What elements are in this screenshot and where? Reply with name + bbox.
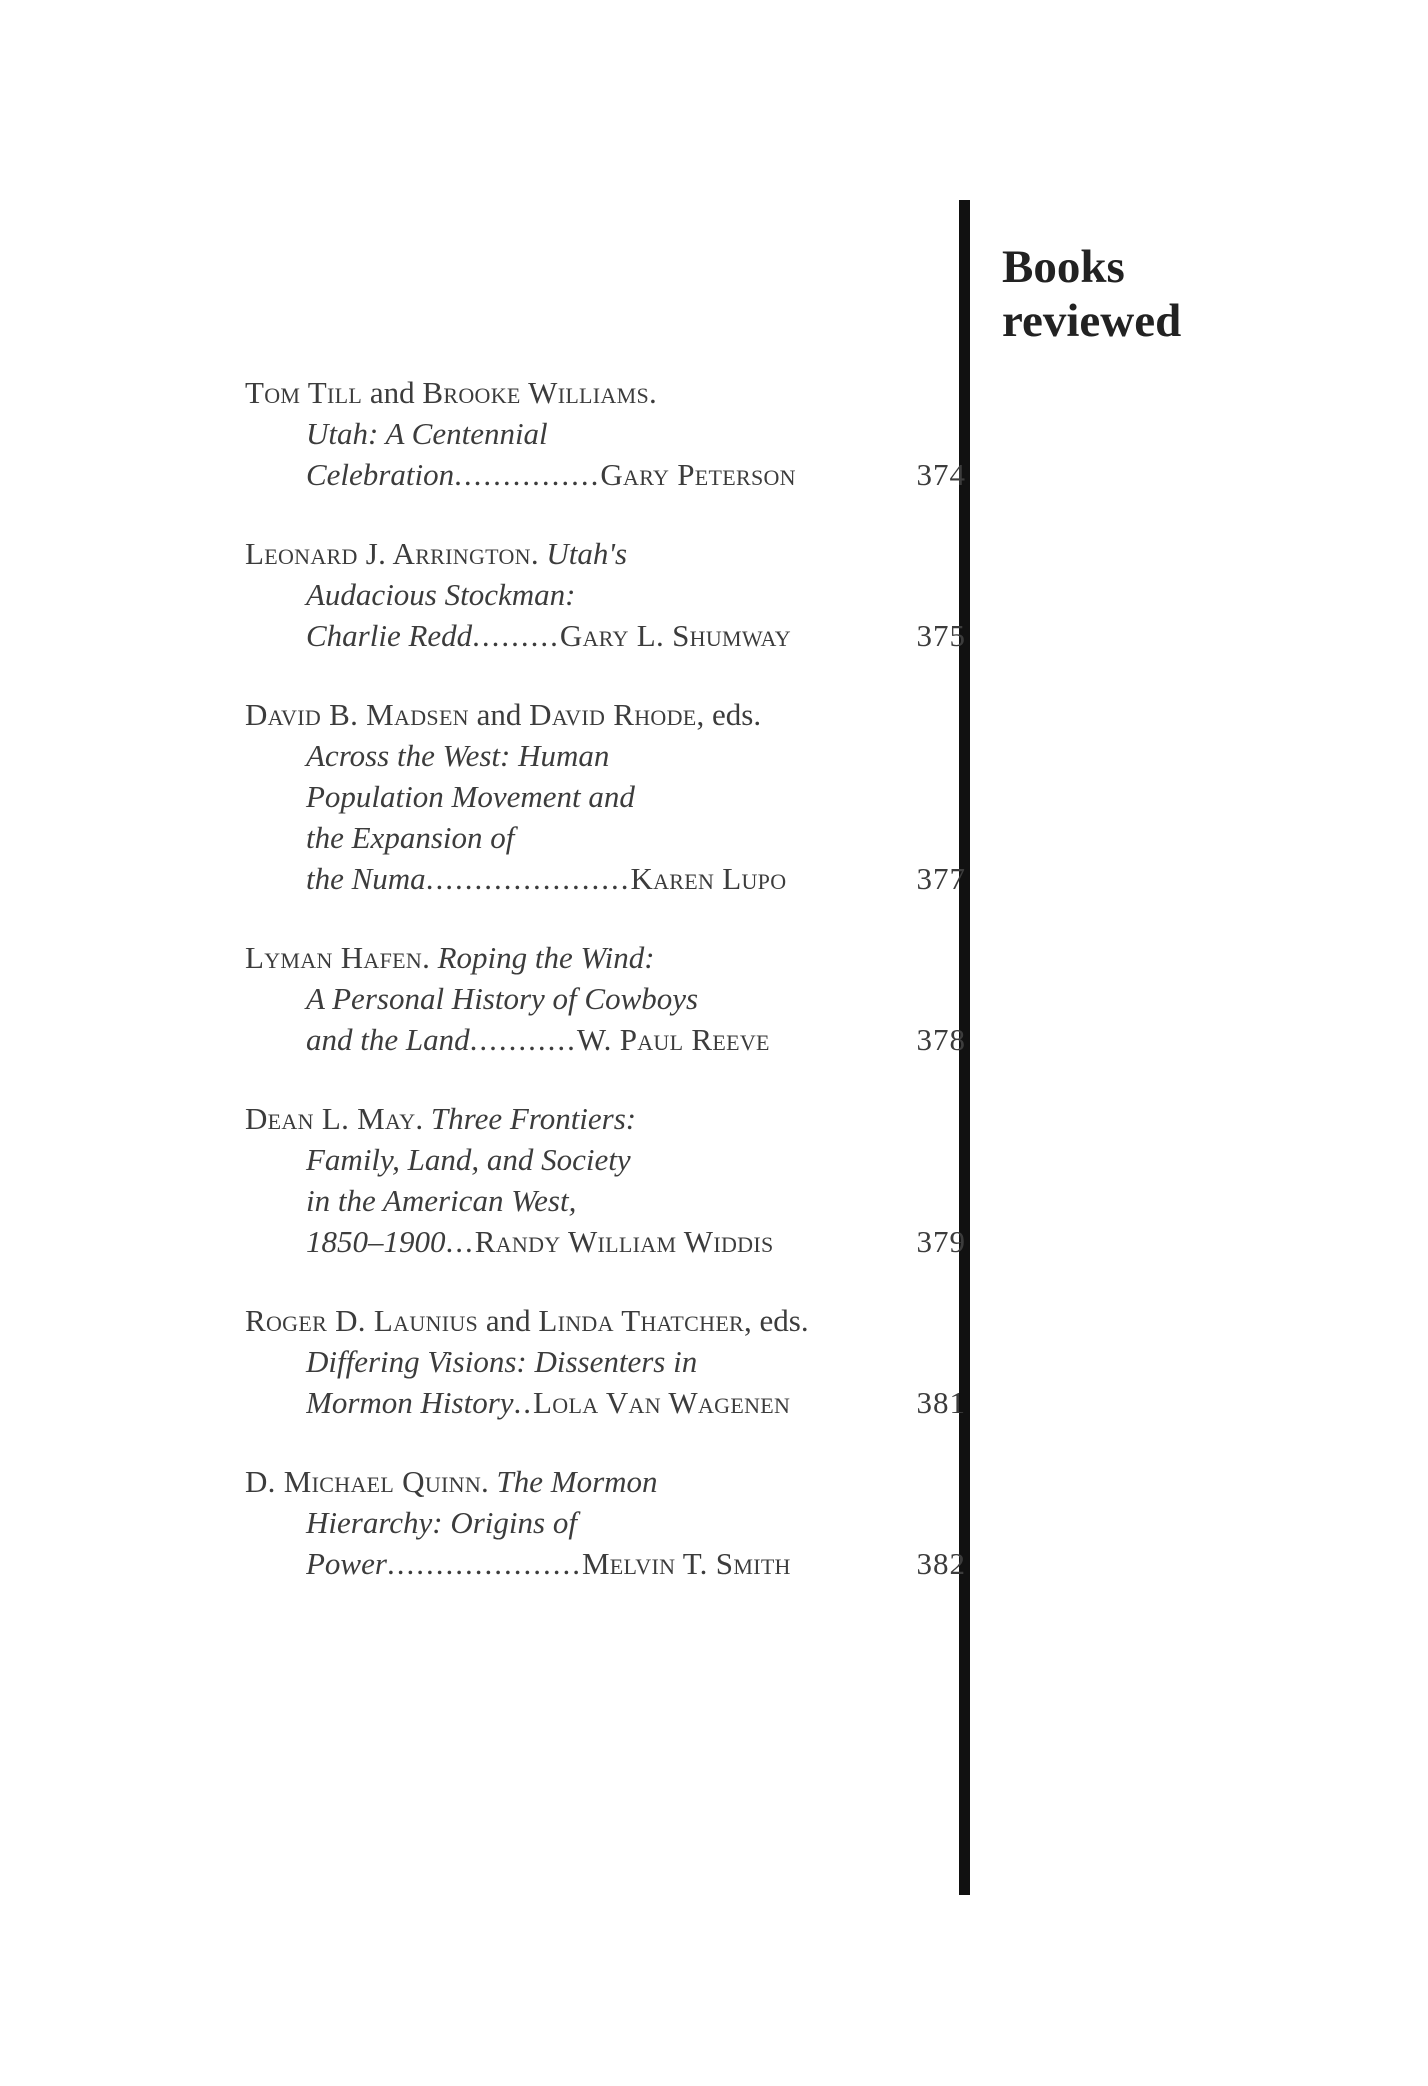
book-title-fragment: Audacious Stockman: — [306, 577, 576, 612]
connector-text: and — [478, 1303, 539, 1338]
book-title-fragment: Three Frontiers: — [430, 1101, 637, 1136]
reviewer-name: W. Paul Reeve — [576, 1022, 770, 1057]
dot-leader: ... — [445, 1224, 475, 1259]
title-and-reviewer — [306, 1382, 882, 1423]
book-title-fragment: the Expansion of — [306, 820, 515, 855]
connector-text: . — [530, 536, 547, 571]
book-title-fragment: Hierarchy: Origins of — [306, 1505, 577, 1540]
title-reviewer-line — [245, 454, 966, 495]
author-name: Brooke Williams — [422, 375, 650, 410]
book-title-line — [245, 1341, 905, 1382]
review-entry — [245, 694, 966, 899]
dot-leader: .. — [513, 1385, 534, 1420]
book-title-fragment: Across the West: Human — [306, 738, 610, 773]
connector-text: . — [422, 940, 438, 975]
author-line — [245, 937, 905, 978]
author-name: David Rhode — [529, 697, 697, 732]
page-number: 375 — [916, 618, 966, 653]
section-heading-line-2: reviewed — [1002, 295, 1182, 347]
book-title-fragment: Roping the Wind: — [437, 940, 655, 975]
connector-text: . — [481, 1464, 497, 1499]
review-entry — [245, 533, 966, 656]
author-name: Dean L. May — [245, 1101, 416, 1136]
title-and-reviewer — [306, 1019, 882, 1060]
connector-text: and — [362, 375, 423, 410]
book-title-line — [245, 817, 905, 858]
book-title-fragment: Family, Land, and Society — [306, 1142, 631, 1177]
book-title-line — [245, 1180, 905, 1221]
dot-leader: ..................... — [425, 861, 631, 896]
book-title-fragment: The Mormon — [496, 1464, 658, 1499]
author-name: Roger D. Launius — [245, 1303, 479, 1338]
title-and-reviewer — [306, 1221, 882, 1262]
author-line — [245, 1461, 905, 1502]
author-line — [245, 372, 905, 413]
title-reviewer-line — [245, 858, 966, 899]
author-line — [245, 1098, 905, 1139]
book-title-line — [245, 776, 905, 817]
books-reviewed-list — [245, 372, 966, 1622]
connector-text: , eds. — [696, 697, 762, 732]
author-name: David B. Madsen — [245, 697, 469, 732]
book-title-line — [245, 978, 905, 1019]
dot-leader: .................... — [386, 1546, 582, 1581]
page-number: 377 — [916, 861, 966, 896]
title-and-reviewer — [306, 615, 882, 656]
reviewer-name: Karen Lupo — [630, 861, 787, 896]
reviewer-name: Melvin T. Smith — [581, 1546, 791, 1581]
connector-text: . — [649, 375, 657, 410]
reviewer-name: Lola Van Wagenen — [533, 1385, 791, 1420]
title-reviewer-line — [245, 1019, 966, 1060]
book-title-fragment: Differing Visions: Dissenters in — [306, 1344, 698, 1379]
review-entry — [245, 1098, 966, 1262]
dot-leader: ............... — [454, 457, 601, 492]
dot-leader: ........... — [469, 1022, 577, 1057]
page-number: 381 — [916, 1385, 966, 1420]
book-title-fragment: Mormon History — [306, 1385, 514, 1420]
page-number: 378 — [916, 1022, 966, 1057]
connector-text: and — [468, 697, 530, 732]
book-title-fragment: Population Movement and — [306, 779, 635, 814]
review-entry — [245, 372, 966, 495]
title-reviewer-line — [245, 615, 966, 656]
reviewer-name: Randy William Widdis — [474, 1224, 774, 1259]
review-entry — [245, 1300, 966, 1423]
author-name: Tom Till — [245, 375, 363, 410]
author-name: D. Michael Quinn — [245, 1464, 482, 1499]
author-name: Linda Thatcher — [538, 1303, 745, 1338]
reviewer-name: Gary Peterson — [600, 457, 796, 492]
book-title-fragment: Celebration — [306, 457, 455, 492]
book-title-fragment: Charlie Redd — [306, 618, 473, 653]
connector-text: . — [415, 1101, 431, 1136]
page-number: 379 — [916, 1224, 966, 1259]
book-title-fragment: Utah: A Centennial — [306, 416, 548, 451]
title-reviewer-line — [245, 1382, 966, 1423]
book-title-line — [245, 413, 905, 454]
author-name: Leonard J. Arrington — [245, 536, 531, 571]
author-line — [245, 1300, 905, 1341]
title-and-reviewer — [306, 1543, 882, 1584]
connector-text: , eds. — [744, 1303, 809, 1338]
title-reviewer-line — [245, 1221, 966, 1262]
reviewer-name: Gary L. Shumway — [559, 618, 791, 653]
review-entry — [245, 1461, 966, 1584]
book-title-fragment: the Numa — [306, 861, 426, 896]
book-title-line — [245, 1139, 905, 1180]
author-name: Lyman Hafen — [245, 940, 423, 975]
dot-leader: ......... — [472, 618, 560, 653]
book-title-line — [245, 1502, 905, 1543]
book-title-fragment: 1850–1900 — [306, 1224, 446, 1259]
book-title-fragment: Power — [306, 1546, 387, 1581]
title-and-reviewer — [306, 858, 882, 899]
author-line — [245, 533, 905, 574]
page-number: 382 — [916, 1546, 966, 1581]
section-heading-line-1: Books — [1002, 241, 1125, 293]
book-title-fragment: and the Land — [306, 1022, 470, 1057]
author-line — [245, 694, 905, 735]
book-title-fragment: A Personal History of Cowboys — [306, 981, 699, 1016]
title-and-reviewer — [306, 454, 882, 495]
page-number: 374 — [916, 457, 966, 492]
book-title-line — [245, 574, 905, 615]
section-heading — [1002, 240, 1181, 348]
book-title-line — [245, 735, 905, 776]
book-title-fragment: Utah's — [546, 536, 628, 571]
review-entry — [245, 937, 966, 1060]
title-reviewer-line — [245, 1543, 966, 1584]
book-title-fragment: in the American West, — [306, 1183, 577, 1218]
